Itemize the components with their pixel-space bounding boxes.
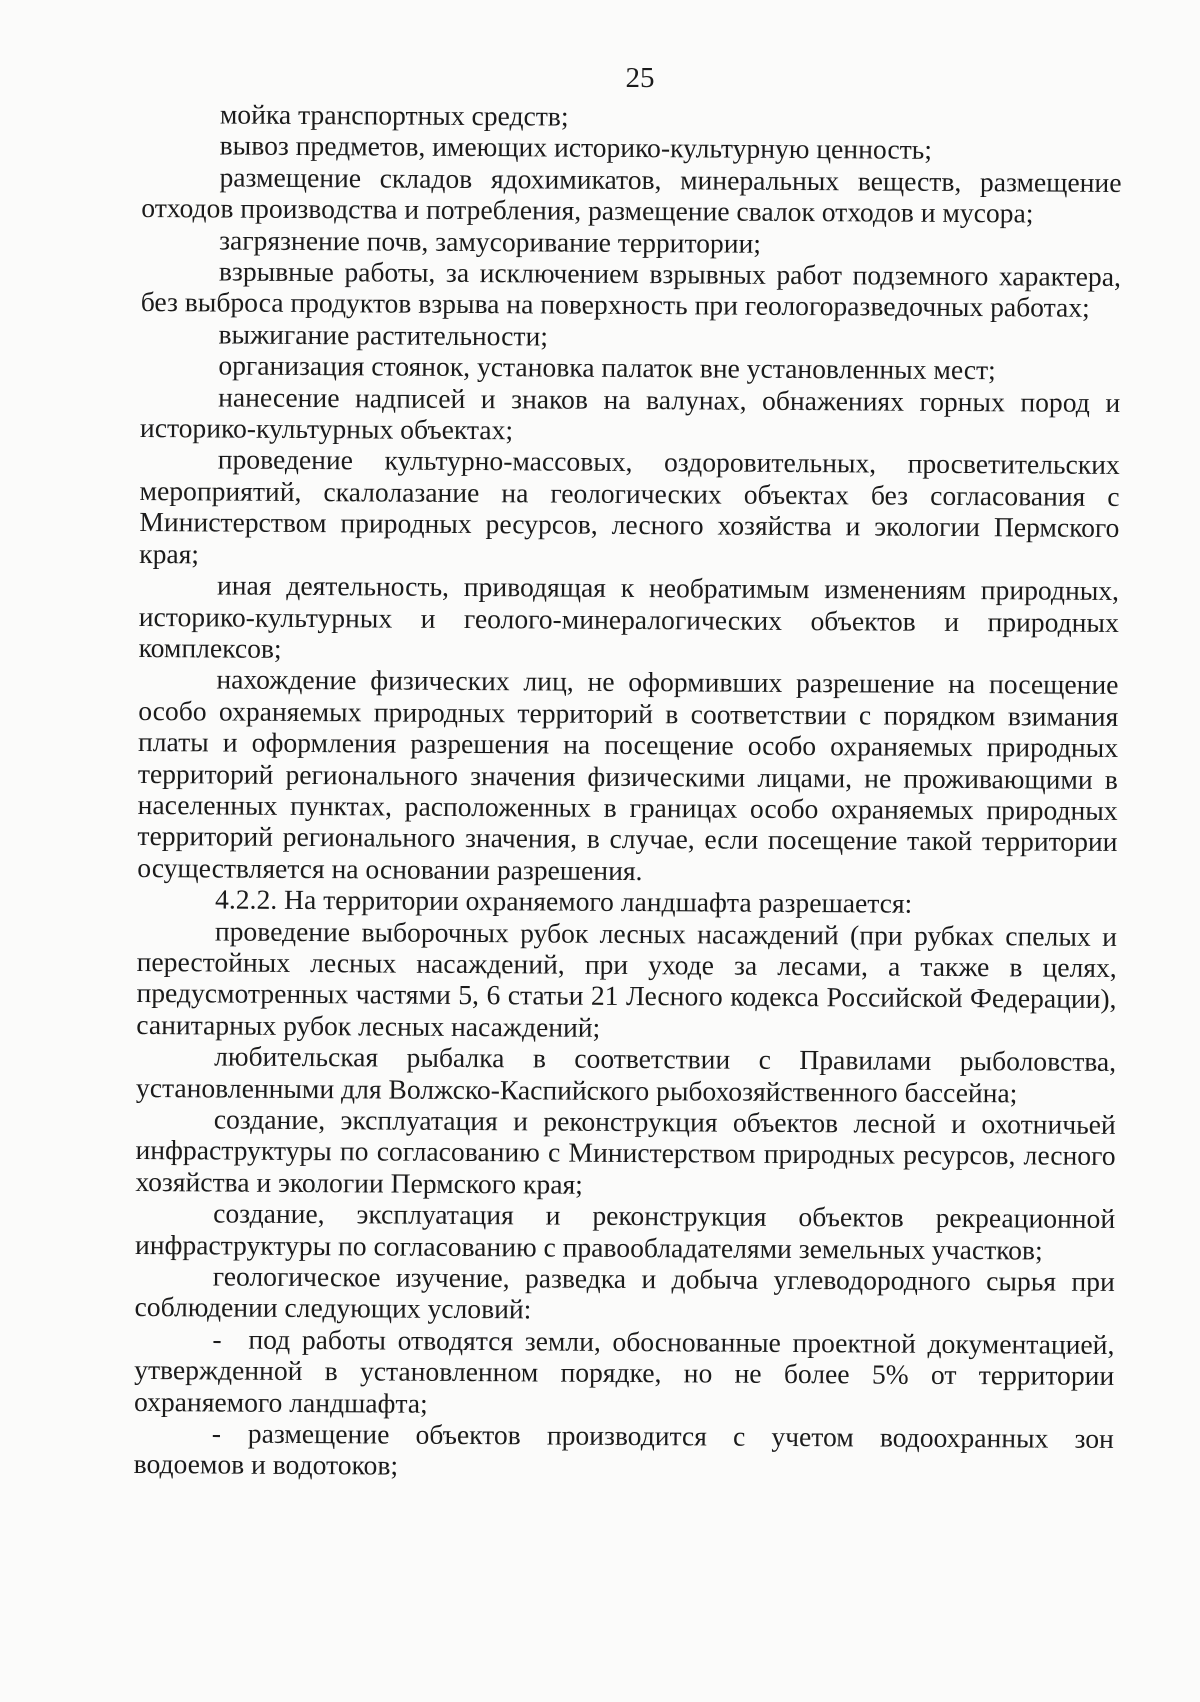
paragraph: нахождение физических лиц, не оформивших разрешение на посещение особо охраняемых природных территорий в соответствии с порядком взимания платы и оформления разрешения на посещение особо охраняемых природных территорий регионального значения физическими лицами, не проживающими в населенных пунктах, расположенных в границах особо охраняемых природных территорий регионального значения, в случае, если посещение такой территории осуществляется на основании разрешения. xyxy=(137,663,1119,886)
dash-item-text: размещение объектов производится с учетом водоохранных зон водоемов и водотоков; xyxy=(133,1417,1114,1482)
dash-marker: - xyxy=(211,1417,222,1449)
paragraph: загрязнение почв, замусоривание территории; xyxy=(219,224,762,259)
paragraph: вывоз предметов, имеющих историко-культурную ценность; xyxy=(219,129,933,166)
paragraph: любительская рыбалка в соответствии с Правилами рыболовства, установленными для Волжско-Каспийского рыбохозяйственного бассейна; xyxy=(135,1040,1117,1108)
paragraph: организация стоянок, установка палаток вне установленных мест; xyxy=(218,349,996,386)
paragraph: создание, эксплуатация и реконструкция объектов лесной и охотничьей инфраструктуры по согласованию с Министерством природных ресурсов, лесного хозяйства и экологии Пермского края; xyxy=(135,1103,1116,1200)
document-body xyxy=(134,98,1122,1486)
paragraph: выжигание растительности; xyxy=(218,318,549,352)
dash-item-text: под работы отводятся земли, обоснованные проектной документацией, утвержденной в установленном порядке, но не более 5% от территории охраняемого ландшафта; xyxy=(133,1323,1115,1419)
paragraph: создание, эксплуатация и реконструкция объектов рекреационной инфраструктуры по согласованию с правообладателями земельных участков; xyxy=(134,1197,1116,1266)
paragraph: взрывные работы, за исключением взрывных работ подземного характера, без выброса продуктов взрыва на поверхность при геологоразведочных работах; xyxy=(140,255,1122,324)
paragraph: мойка транспортных средств; xyxy=(219,98,569,132)
paragraph: иная деятельность, приводящая к необратимым изменениям природных, историко-культурных и геолого-минералогических объектов и природных комплексов; xyxy=(138,569,1120,664)
paragraph: проведение культурно-массовых, оздоровительных, просветительских мероприятий, скалолазание на геологических объектах без согласования с Министерством природных ресурсов, лесного хозяйства и экологии Пермского края; xyxy=(139,443,1120,570)
page-number: 25 xyxy=(625,62,655,94)
paragraph: проведение выборочных рубок лесных насаждений (при рубках спелых и перестойных лесных насаждений, при уходе за лесами, а также в целях, предусмотренных частями 5, 6 статьи 21 Лесного кодекса Российской Федерации), санитарных рубок лесных насаждений; xyxy=(136,915,1117,1043)
paragraph: нанесение надписей и знаков на валунах, обнажениях горных пород и историко-культурных объектах; xyxy=(139,381,1121,446)
paragraph: размещение складов ядохимикатов, минеральных веществ, размещение отходов производства и потребления, размещение свалок отходов и мусора; xyxy=(141,161,1122,229)
paragraph: геологическое изучение, разведка и добыча углеводородного сырья при соблюдении следующих условий: xyxy=(134,1260,1115,1325)
section-heading: 4.2.2. На территории охраняемого ландшафта разрешается: xyxy=(215,883,913,919)
dash-marker: - xyxy=(212,1323,222,1355)
dash-list-item xyxy=(134,1323,1115,1423)
dash-list-item xyxy=(134,1417,1114,1486)
